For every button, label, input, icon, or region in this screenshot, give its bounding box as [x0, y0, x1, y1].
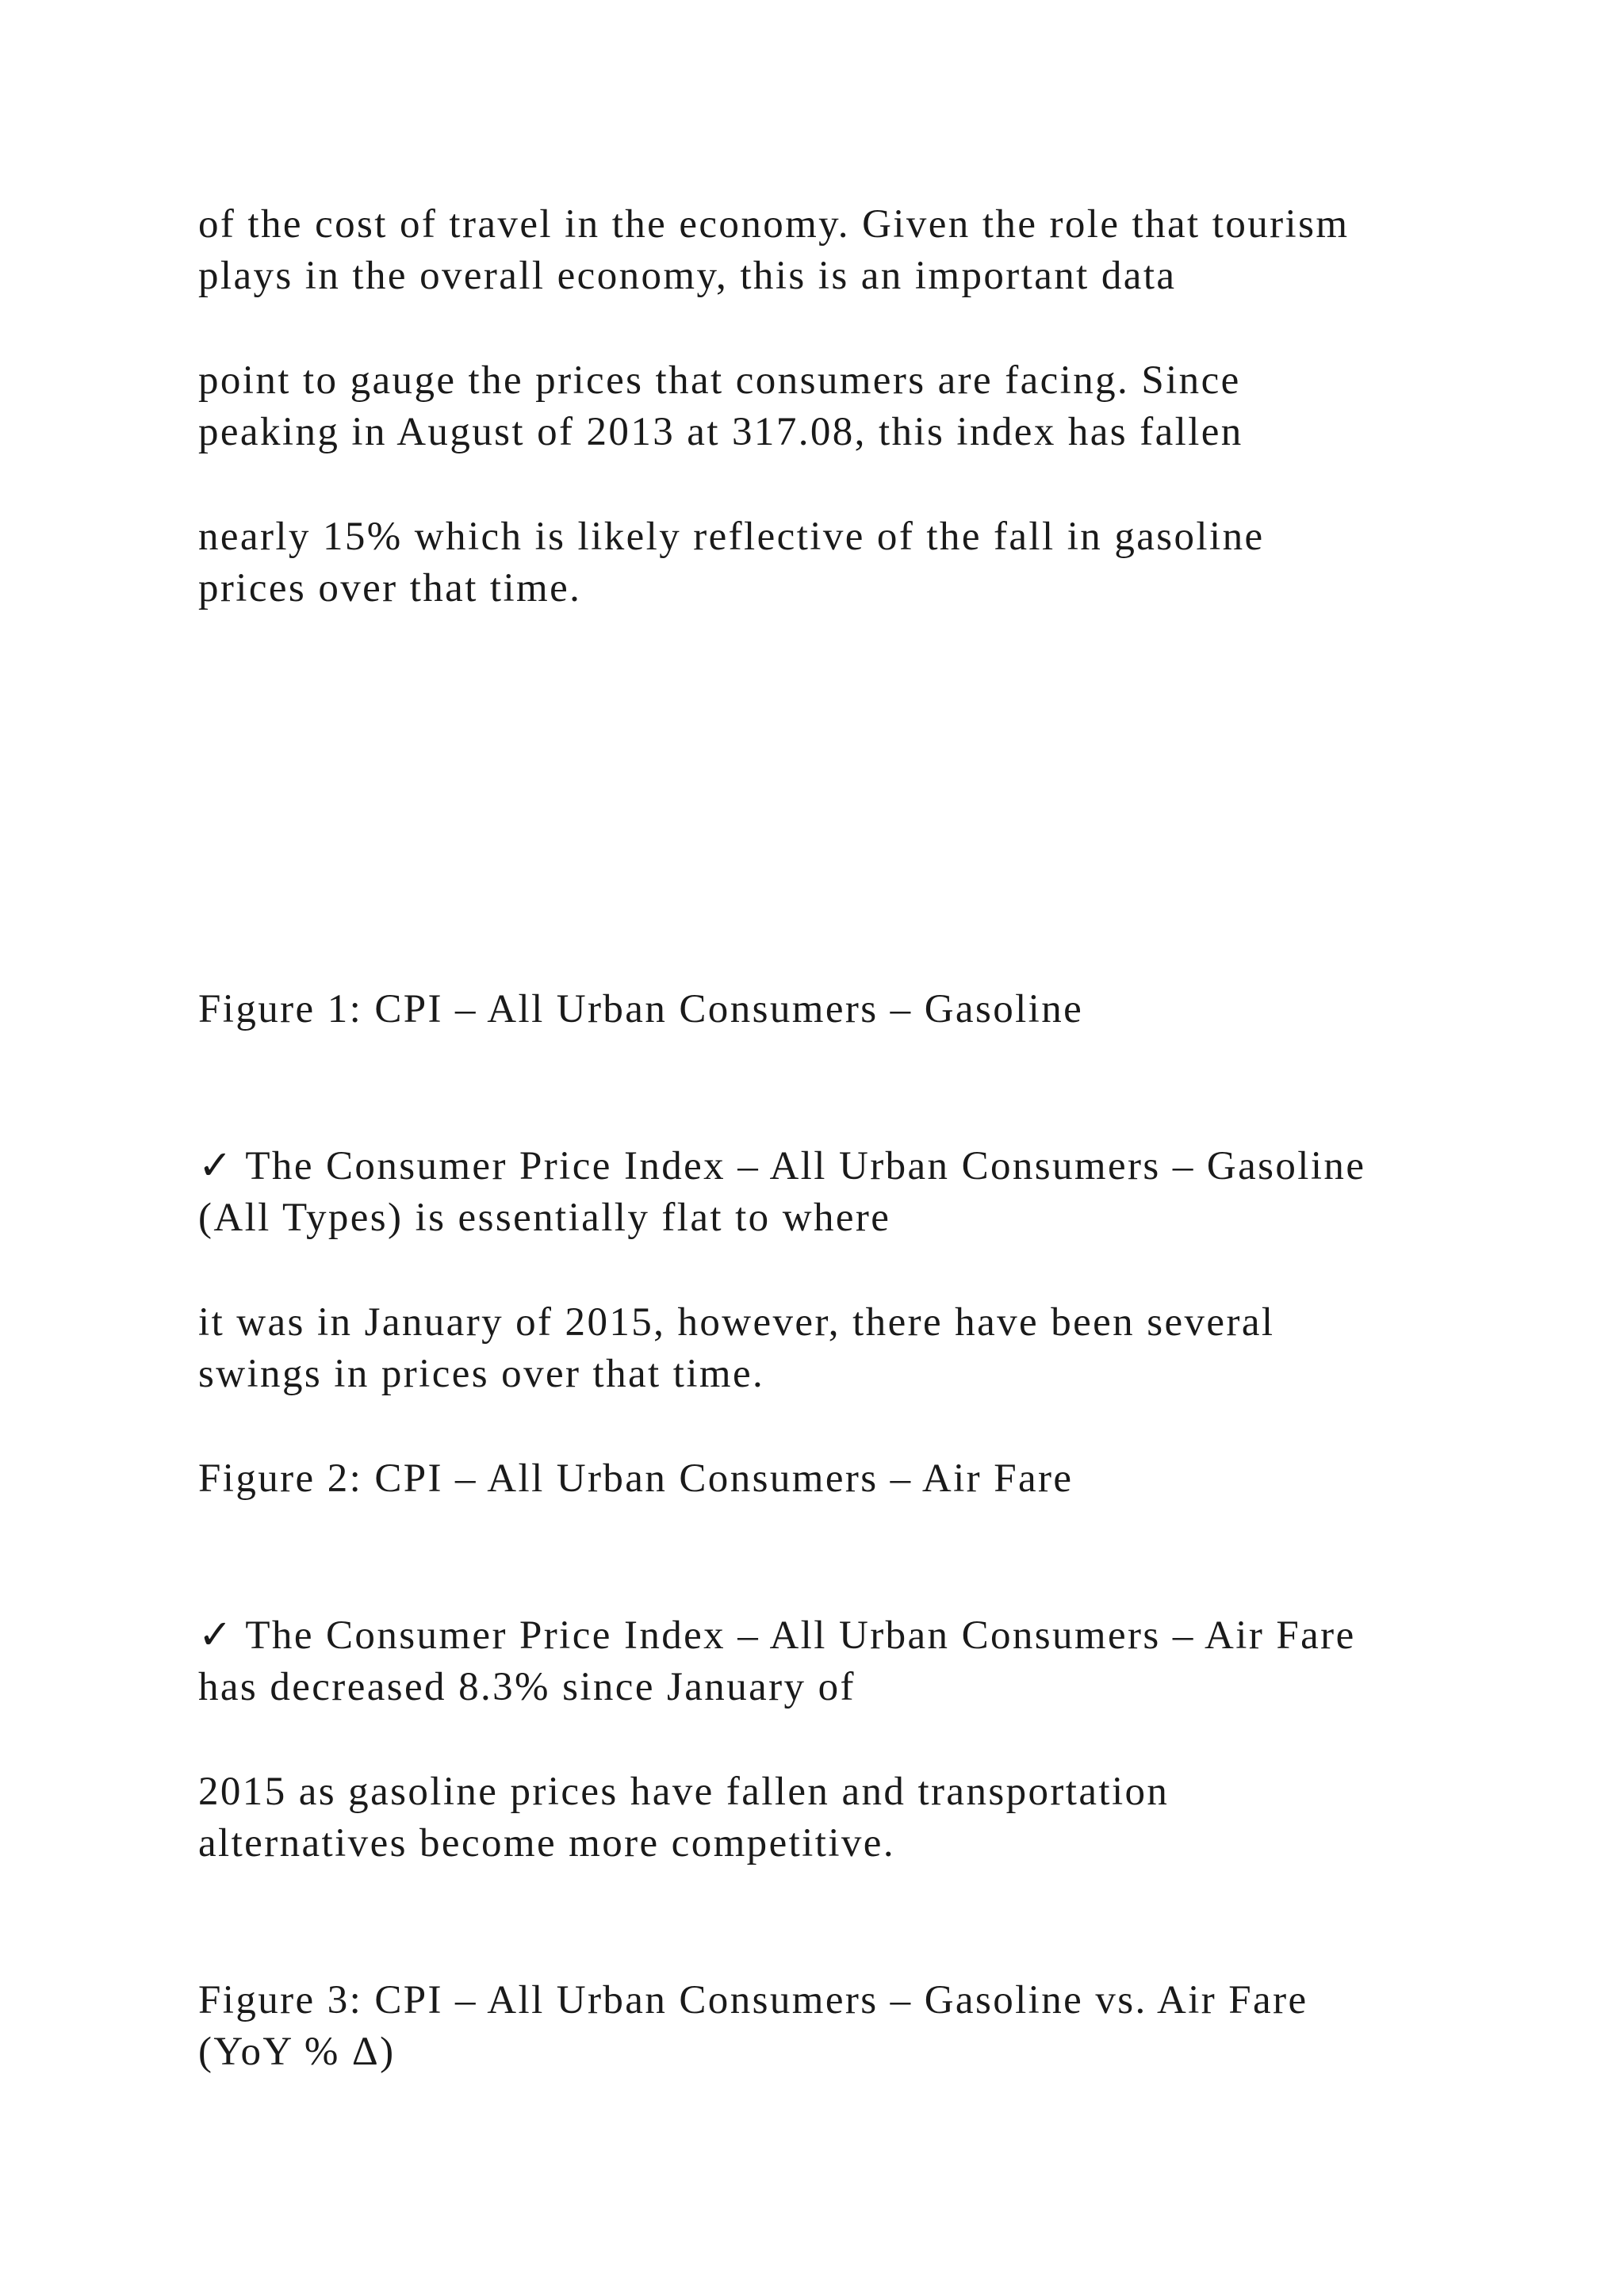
- text-line: ✓ The Consumer Price Index – All Urban Consumers – Gasoline: [198, 1144, 1366, 1188]
- figure-2-caption: Figure 2: CPI – All Urban Consumers – Air Fare: [198, 1456, 1074, 1501]
- text-line: 2015 as gasoline prices have fallen and transportation: [198, 1770, 1170, 1814]
- text-line: swings in prices over that time.: [198, 1352, 765, 1396]
- figure-1-caption: Figure 1: CPI – All Urban Consumers – Gasoline: [198, 987, 1084, 1031]
- text-line: nearly 15% which is likely reflective of the fall in gasoline: [198, 515, 1265, 559]
- text-line: (All Types) is essentially flat to where: [198, 1196, 891, 1240]
- text-line: peaking in August of 2013 at 317.08, this index has fallen: [198, 410, 1243, 454]
- text-line: point to gauge the prices that consumers are facing. Since: [198, 358, 1241, 403]
- text-line: of the cost of travel in the economy. Given the role that tourism: [198, 202, 1350, 247]
- text-line: has decreased 8.3% since January of: [198, 1665, 856, 1709]
- text-line: Figure 3: CPI – All Urban Consumers – Gasoline vs. Air Fare: [198, 1978, 1308, 2022]
- text-line: ✓ The Consumer Price Index – All Urban Consumers – Air Fare: [198, 1613, 1356, 1658]
- text-line: alternatives become more competitive.: [198, 1821, 895, 1866]
- text-line: it was in January of 2015, however, there have been several: [198, 1300, 1275, 1345]
- text-line: (YoY % Δ): [198, 2030, 396, 2074]
- text-line: prices over that time.: [198, 566, 582, 610]
- text-line: plays in the overall economy, this is an important data: [198, 254, 1177, 298]
